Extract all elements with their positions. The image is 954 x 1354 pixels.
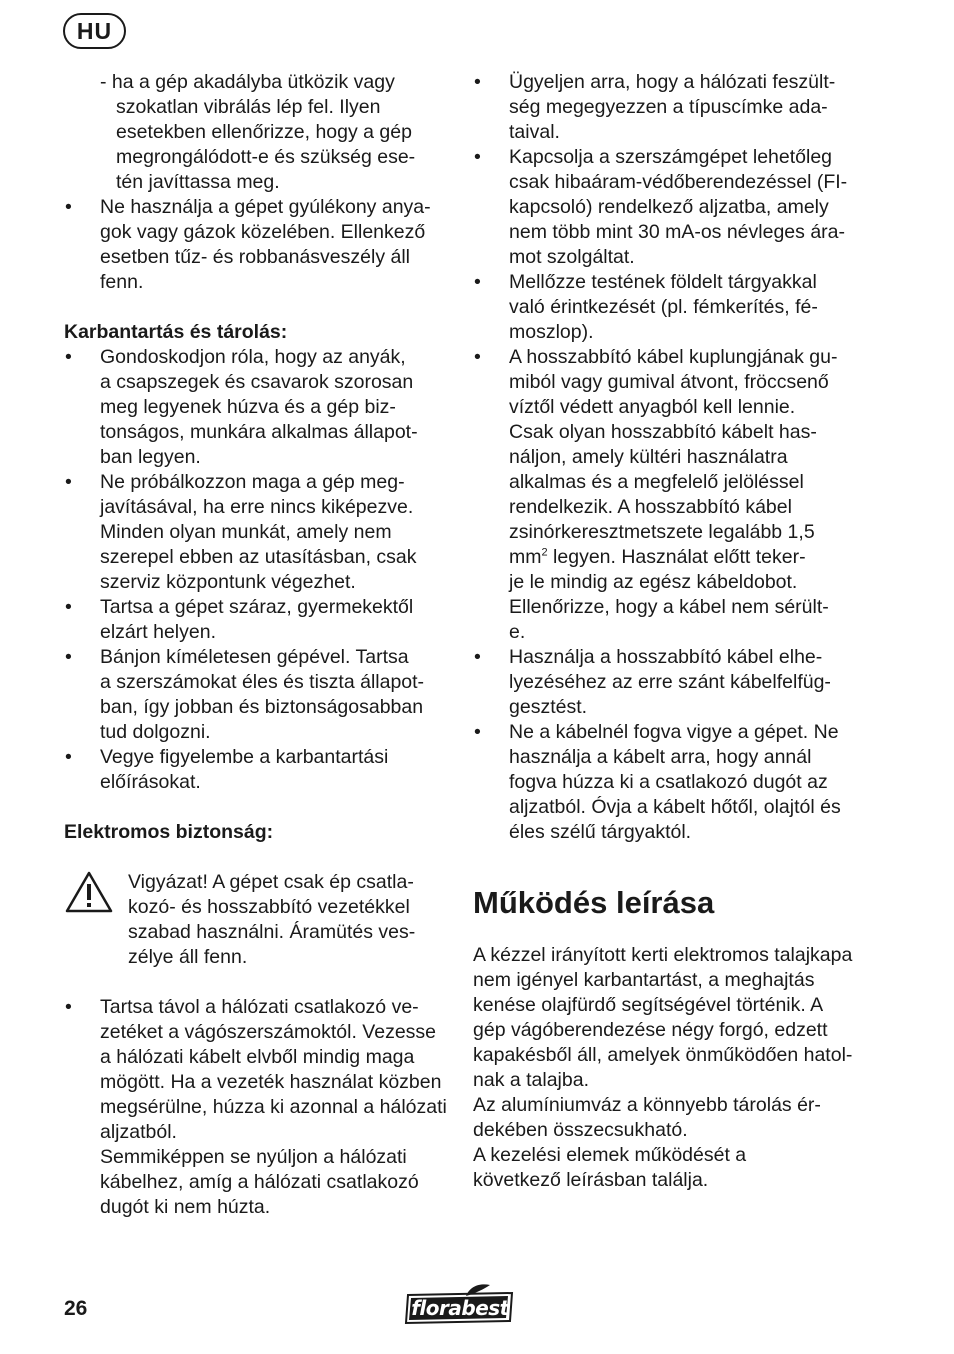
list-item: • Kapcsolja a szerszámgépet lehetőleg csak hibaáram-védőberendezéssel (FI- kapcsoló) rendelkező aljzatba, amely nem több mint 30 mA-os névleges ára- mot szolgáltat. bbox=[474, 146, 848, 268]
bullet: • bbox=[474, 271, 481, 293]
list-item: • Ne használja a gépet gyúlékony anya- gok vagy gázok közelében. Ellenkező esetben tűz- és robbanásveszély áll fenn. bbox=[65, 196, 431, 293]
list-item: • Tartsa távol a hálózati csatlakozó ve- zetéket a vágószerszámoktól. Vezesse a hálózati kábelt elvből mindig maga mögött. Ha a vezeték használat közben megsérülne, húzza ki azonnal a hálózati aljzatból. bbox=[65, 996, 447, 1143]
bullet: • bbox=[474, 346, 481, 368]
bullet: • bbox=[474, 646, 481, 668]
logo-text: florabest bbox=[411, 1296, 509, 1320]
paragraph: Semmiképpen se nyúljon a hálózati kábelhez, amíg a hálózati csatlakozó dugót ki nem húzta. bbox=[100, 1146, 419, 1218]
bullet: • bbox=[474, 71, 481, 93]
bullet: • bbox=[65, 996, 72, 1018]
language-badge bbox=[63, 13, 126, 49]
bullet: • bbox=[65, 746, 72, 768]
page-number: 26 bbox=[64, 1297, 88, 1320]
list-item: • Tartsa a gépet száraz, gyermekektől elzárt helyen. bbox=[65, 596, 414, 643]
sub-item-obstacle: - ha a gép akadályba ütközik vagy szokatlan vibrálás lép fel. Ilyen esetekben ellenőrizze, hogy a gép megrongálódott-e és szükség ese- tén javíttassa meg. bbox=[100, 71, 416, 193]
florabest-logo bbox=[404, 1283, 516, 1327]
bullet: • bbox=[65, 646, 72, 668]
list-item: • Gondoskodjon róla, hogy az anyák, a csapszegek és csavarok szorosan meg legyenek húzva és a gép biz- tonságos, munkára alkalmas állapot- ban legyen. bbox=[65, 346, 418, 468]
warning-triangle-icon bbox=[64, 870, 114, 914]
warning-notice: Vigyázat! A gépet csak ép csatla- kozó- és hosszabbító vezetékkel szabad használni. Áramütés ves- zélye áll fenn. bbox=[64, 870, 449, 970]
list-item: • Ne próbálkozzon maga a gép meg- javításával, ha erre nincs kiképezve. Minden olyan munkát, amely nem szerepel ebben az utasításban, csak szerviz központunk végezhet. bbox=[65, 471, 417, 593]
bullet: • bbox=[65, 471, 72, 493]
list-item: • Mellőzze testének földelt tárgyakkal való érintkezését (pl. fémkerítés, fé- moszlop). bbox=[474, 271, 818, 343]
bullet: • bbox=[474, 146, 481, 168]
bullet: • bbox=[65, 346, 72, 368]
bullet: • bbox=[65, 596, 72, 618]
bullet: • bbox=[474, 721, 481, 743]
electrical-heading: Elektromos biztonság: bbox=[64, 821, 274, 843]
language-code: HU bbox=[76, 17, 113, 44]
list-item: • Ügyeljen arra, hogy a hálózati feszült- ség megegyezzen a típuscímke ada- taival. bbox=[474, 71, 836, 143]
list-item: • Vegye figyelembe a karbantartási előírásokat. bbox=[65, 746, 389, 793]
list-item: • Ne a kábelnél fogva vigye a gépet. Ne használja a kábelt arra, hogy annál fogva húzza ki a csatlakozó dugót az aljzatból. Óvja a kábelt hőtől, olajtól és éles szélű tárgyaktól. bbox=[474, 721, 841, 843]
bullet: • bbox=[65, 196, 72, 218]
list-item: • Használja a hosszabbító kábel elhe- lyezéséhez az erre szánt kábelfelfüg- gesztést. bbox=[474, 646, 831, 718]
section-title: Működés leírása bbox=[473, 885, 715, 920]
list-item: • A hosszabbító kábel kuplungjának gu- miból vagy gumival átvont, fröccsenő víztől védett anyagból kell lennie. Csak olyan hosszabbító kábelt has- náljon, amely kültéri használatra alkalmas és a megfelelő jelöléssel rendelkezik. A hosszabbító kábel zsinórkeresztmetszete legalább 1,5 $mm^2$ legyen. Használat előtt teker- je le mindig az egész kábeldobot. Ellenőrizze, hogy a kábel nem sérült- e. bbox=[474, 346, 838, 643]
left-column bbox=[64, 70, 449, 1220]
right-column bbox=[473, 70, 858, 1193]
description-paragraph: A kézzel irányított kerti elektromos talajkapa nem igényel karbantartást, a meghajtás kenése olajfürdő segítségével történik. A gép vágóberendezése négy forgó, edzett kapakésből áll, amelyek önműködően hatol- nak a talajba. Az alumíniumváz a könnyebb tárolás ér- dekében összecsukható. A kezelési elemek működését a következő leírásban találja. bbox=[473, 944, 853, 1191]
maintenance-heading: Karbantartás és tárolás: bbox=[64, 321, 288, 343]
list-item: • Bánjon kíméletesen gépével. Tartsa a szerszámokat éles és tiszta állapot- ban, így jobban és biztonságosabban tud dolgozni. bbox=[65, 646, 425, 743]
